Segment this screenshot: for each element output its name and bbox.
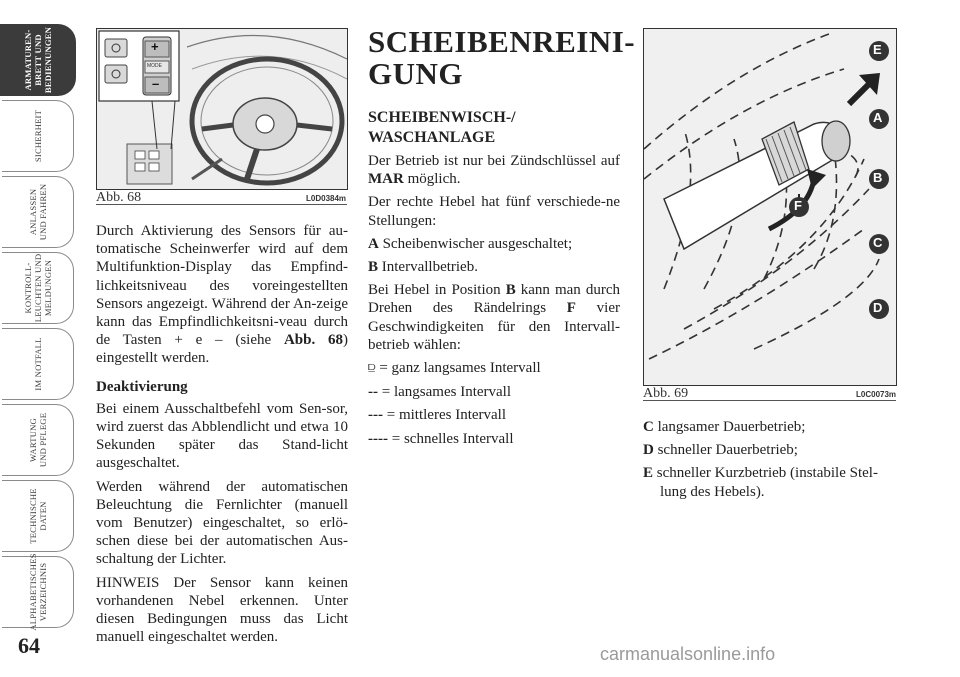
tab-im-notfall[interactable]	[2, 328, 74, 400]
tab-sicherheit[interactable]	[2, 100, 74, 172]
figure-68-dashboard-illustration	[96, 28, 348, 190]
tab-label: WARTUNG UND PFLEGE	[27, 412, 48, 468]
paragraph-positions: Der rechte Hebel hat fünf verschiede-ne Stellungen:	[368, 194, 620, 229]
paragraph-high-beam: Werden während der automatischen Beleuchtung die Fernlichter (manuell vom Benutzer) eingeschaltet, so erlö-schen diese bei der automatischen Aus-schaltung der Lichter.	[96, 478, 348, 568]
label-c: C	[873, 235, 883, 250]
chapter-tab-strip	[0, 24, 78, 636]
wiper-interval-icon: ⫒	[368, 361, 376, 377]
label-e: E	[873, 42, 882, 57]
position-e: E schneller Kurzbetrieb (instabile Stel-lung des Hebels).	[643, 465, 878, 500]
figure-68-caption: Abb. 68	[96, 190, 142, 205]
position-a: A Scheibenwischer ausgeschaltet;	[368, 235, 573, 252]
label-a: A	[873, 110, 883, 125]
tab-label: KONTROLL- LEUCHTEN UND MELDUNGEN	[22, 253, 53, 323]
tab-kontrollleuchten[interactable]	[2, 252, 74, 324]
steering-wheel-drawing	[97, 29, 347, 189]
tab-label: SICHERHEIT	[32, 109, 43, 163]
wiper-lever-drawing	[644, 29, 896, 385]
tab-verzeichnis[interactable]	[2, 553, 74, 631]
tab-label: TECHNISCHE DATEN	[27, 488, 48, 544]
paragraph-ignition: Der Betrieb ist nur bei Zündschlüssel auf MAR möglich.	[368, 153, 620, 188]
figure-69-caption: Abb. 69	[643, 386, 689, 401]
tab-label: ANLASSEN UND FAHREN	[27, 183, 48, 241]
speed-slow: -- = langsames Intervall	[368, 384, 512, 401]
paragraph-interval-ring: Bei Hebel in Position B kann man durch Drehen des Rändelrings F vier Geschwindigkeiten für den Intervall-betrieb wählen:	[368, 282, 621, 353]
deaktivierung-heading: Deaktivierung	[96, 378, 188, 395]
speed-medium: --- = mittleres Intervall	[368, 407, 507, 424]
figure-69-wiper-lever-illustration	[643, 28, 897, 386]
tab-label: ALPHABETISCHES VERZEICHNIS	[27, 553, 48, 631]
page-number: 64	[18, 633, 40, 658]
tab-anlassen[interactable]	[2, 176, 74, 248]
position-b: B Intervallbetrieb.	[368, 259, 478, 276]
section-title: SCHEIBENREINI- GUNG	[368, 24, 636, 91]
figure-69-code: L0C0073m	[856, 390, 897, 399]
minus-button-label: –	[152, 76, 160, 91]
label-d: D	[873, 300, 883, 315]
speed-very-slow: ⫒ = ganz langsames Intervall	[368, 360, 541, 377]
tab-technische-daten[interactable]	[2, 480, 74, 552]
paragraph-switch-off: Bei einem Ausschaltbefehl vom Sen-sor, wird zuerst das Abblendlicht und etwa 10 Sekunden später das Stand-licht ausgeschaltet.	[96, 400, 348, 472]
position-c: C langsamer Dauerbetrieb;	[643, 419, 806, 435]
tab-label: IM NOTFALL	[32, 337, 43, 391]
middle-text-column	[368, 152, 620, 453]
label-f: F	[794, 198, 802, 213]
position-d: D schneller Dauerbetrieb;	[643, 442, 798, 459]
figure-68-code: L0D0384m	[306, 194, 347, 203]
watermark: carmanualsonline.info	[600, 644, 776, 664]
intro-paragraph: Durch Aktivierung des Sensors für au-tomatische Scheinwerfer wird auf dem Multifunktion-Display das Empfind-lichkeitsniveau des voreingestellten Sensors angezeigt. Während der An-zeige kann das Empfindlichkeitsni-veau durch de Tasten + e – (siehe Abb. 68) eingestellt werden.	[96, 223, 348, 367]
section-subheading: SCHEIBENWISCH-/ WASCHANLAGE	[368, 109, 516, 146]
left-text-column	[96, 222, 348, 651]
right-text-column	[643, 418, 896, 506]
figure-reference[interactable]: Abb. 68	[283, 332, 343, 349]
mode-button-label: MODE	[147, 63, 162, 69]
paragraph-note-fog: HINWEIS Der Sensor kann keinen vorhandenen Nebel erkennen. Unter diesen Bedingungen muss das Licht manuell eingeschaltet werden.	[96, 574, 348, 646]
plus-button-label: +	[151, 39, 159, 54]
tab-label: ARMATUREN- BRETT UND BEDIENUNGEN	[22, 26, 53, 94]
tab-wartung[interactable]	[2, 404, 74, 476]
label-b: B	[873, 170, 883, 185]
speed-fast: ---- = schnelles Intervall	[368, 430, 514, 447]
tab-armaturenbrett[interactable]	[0, 24, 76, 96]
